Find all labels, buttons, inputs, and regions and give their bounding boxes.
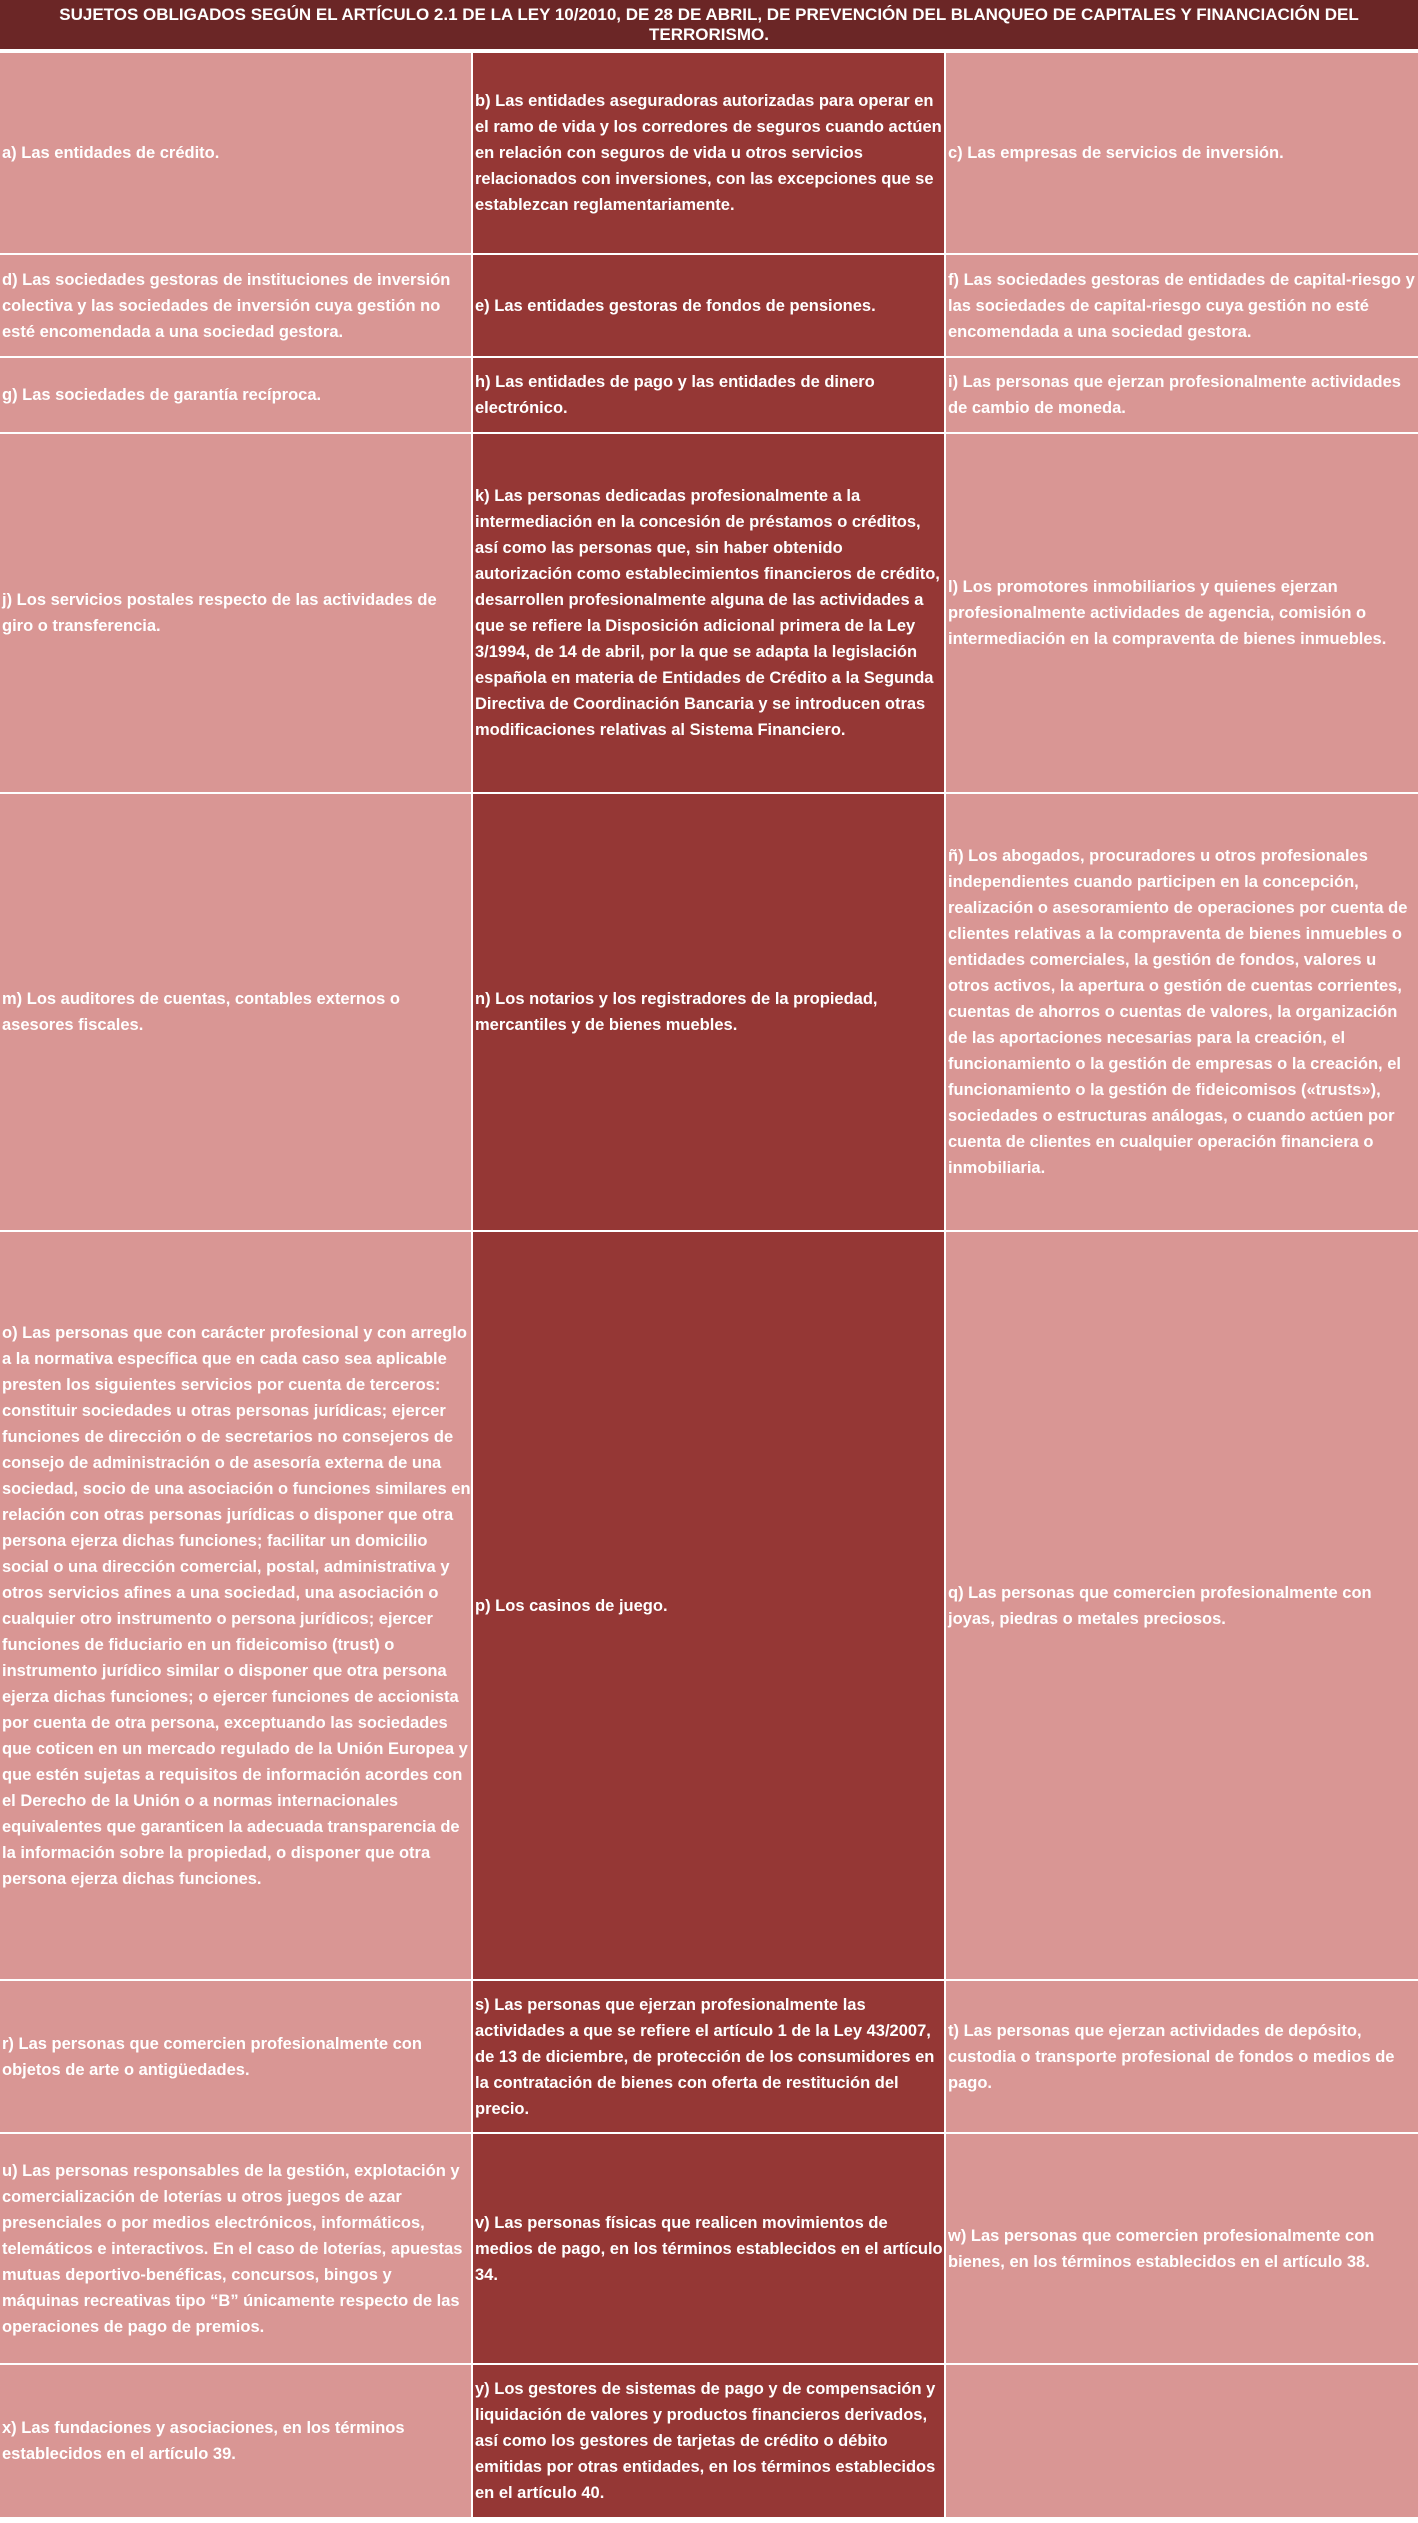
table-cell-empty bbox=[946, 2365, 1418, 2517]
table-cell-k: k) Las personas dedicadas profesionalmente a la intermediación en la concesión de préstamos o créditos, así como las personas que, sin haber obtenido autorización como establecimientos financieros de crédito, desarrollen profesionalmente alguna de las actividades a que se refiere la Disposición adicional primera de la Ley 3/1994, de 14 de abril, por la que se adapta la legislación española en materia de Entidades de Crédito a la Segunda Directiva de Coordinación Bancaria y se introducen otras modificaciones relativas al Sistema Financiero. bbox=[473, 434, 944, 792]
table-cell-v: v) Las personas físicas que realicen movimientos de medios de pago, en los términos establecidos en el artículo 34. bbox=[473, 2134, 944, 2363]
table-cell-m: m) Los auditores de cuentas, contables externos o asesores fiscales. bbox=[0, 794, 471, 1230]
table-cell-x: x) Las fundaciones y asociaciones, en los términos establecidos en el artículo 39. bbox=[0, 2365, 471, 2517]
table-cell-enye: ñ) Los abogados, procuradores u otros profesionales independientes cuando participen en la concepción, realización o asesoramiento de operaciones por cuenta de clientes relativas a la compraventa de bienes inmuebles o entidades comerciales, la gestión de fondos, valores u otros activos, la apertura o gestión de cuentas corrientes, cuentas de ahorros o cuentas de valores, la organización de las aportaciones necesarias para la creación, el funcionamiento o la gestión de empresas o la creación, el funcionamiento o la gestión de fideicomisos («trusts»), sociedades o estructuras análogas, o cuando actúen por cuenta de clientes en cualquier operación financiera o inmobiliaria. bbox=[946, 794, 1418, 1230]
table-cell-d: d) Las sociedades gestoras de instituciones de inversión colectiva y las sociedades de inversión cuya gestión no esté encomendada a una sociedad gestora. bbox=[0, 255, 471, 356]
table-cell-j: j) Los servicios postales respecto de las actividades de giro o transferencia. bbox=[0, 434, 471, 792]
table-cell-y: y) Los gestores de sistemas de pago y de compensación y liquidación de valores y productos financieros derivados, así como los gestores de tarjetas de crédito o débito emitidas por otras entidades, en los términos establecidos en el artículo 40. bbox=[473, 2365, 944, 2517]
table-cell-e: e) Las entidades gestoras de fondos de pensiones. bbox=[473, 255, 944, 356]
table-cell-l: l) Los promotores inmobiliarios y quienes ejerzan profesionalmente actividades de agencia, comisión o intermediación en la compraventa de bienes inmuebles. bbox=[946, 434, 1418, 792]
table-cell-i: i) Las personas que ejerzan profesionalmente actividades de cambio de moneda. bbox=[946, 358, 1418, 432]
table-cell-s: s) Las personas que ejerzan profesionalmente las actividades a que se refiere el artículo 1 de la Ley 43/2007, de 13 de diciembre, de protección de los consumidores en la contratación de bienes con oferta de restitución del precio. bbox=[473, 1981, 944, 2132]
table-cell-t: t) Las personas que ejerzan actividades de depósito, custodia o transporte profesional de fondos o medios de pago. bbox=[946, 1981, 1418, 2132]
table-title: SUJETOS OBLIGADOS SEGÚN EL ARTÍCULO 2.1 DE LA LEY 10/2010, DE 28 DE ABRIL, DE PREVENCIÓN DEL BLANQUEO DE CAPITALES Y FINANCIACIÓN DEL TERRORISMO. bbox=[0, 0, 1418, 51]
table-cell-w: w) Las personas que comercien profesionalmente con bienes, en los términos establecidos en el artículo 38. bbox=[946, 2134, 1418, 2363]
obligated-subjects-table bbox=[0, 53, 1418, 2517]
table-cell-u: u) Las personas responsables de la gestión, explotación y comercialización de loterías u otros juegos de azar presenciales o por medios electrónicos, informáticos, telemáticos e interactivos. En el caso de loterías, apuestas mutuas deportivo-benéficas, concursos, bingos y máquinas recreativas tipo “B” únicamente respecto de las operaciones de pago de premios. bbox=[0, 2134, 471, 2363]
table-cell-c: c) Las empresas de servicios de inversión. bbox=[946, 53, 1418, 253]
table-cell-f: f) Las sociedades gestoras de entidades de capital-riesgo y las sociedades de capital-riesgo cuya gestión no esté encomendada a una sociedad gestora. bbox=[946, 255, 1418, 356]
table-cell-a: a) Las entidades de crédito. bbox=[0, 53, 471, 253]
table-cell-q: q) Las personas que comercien profesionalmente con joyas, piedras o metales preciosos. bbox=[946, 1232, 1418, 1979]
table-cell-r: r) Las personas que comercien profesionalmente con objetos de arte o antigüedades. bbox=[0, 1981, 471, 2132]
table-cell-n: n) Los notarios y los registradores de la propiedad, mercantiles y de bienes muebles. bbox=[473, 794, 944, 1230]
table-cell-b: b) Las entidades aseguradoras autorizadas para operar en el ramo de vida y los corredores de seguros cuando actúen en relación con seguros de vida u otros servicios relacionados con inversiones, con las excepciones que se establezcan reglamentariamente. bbox=[473, 53, 944, 253]
table-cell-o: o) Las personas que con carácter profesional y con arreglo a la normativa específica que en cada caso sea aplicable presten los siguientes servicios por cuenta de terceros: constituir sociedades u otras personas jurídicas; ejercer funciones de dirección o de secretarios no consejeros de consejo de administración o de asesoría externa de una sociedad, socio de una asociación o funciones similares en relación con otras personas jurídicas o disponer que otra persona ejerza dichas funciones; facilitar un domicilio social o una dirección comercial, postal, administrativa y otros servicios afines a una sociedad, una asociación o cualquier otro instrumento o persona jurídicos; ejercer funciones de fiduciario en un fideicomiso (trust) o instrumento jurídico similar o disponer que otra persona ejerza dichas funciones; o ejercer funciones de accionista por cuenta de otra persona, exceptuando las sociedades que coticen en un mercado regulado de la Unión Europea y que estén sujetas a requisitos de información acordes con el Derecho de la Unión o a normas internacionales equivalentes que garanticen la adecuada transparencia de la información sobre la propiedad, o disponer que otra persona ejerza dichas funciones. bbox=[0, 1232, 471, 1979]
table-cell-h: h) Las entidades de pago y las entidades de dinero electrónico. bbox=[473, 358, 944, 432]
table-cell-g: g) Las sociedades de garantía recíproca. bbox=[0, 358, 471, 432]
table-cell-p: p) Los casinos de juego. bbox=[473, 1232, 944, 1979]
